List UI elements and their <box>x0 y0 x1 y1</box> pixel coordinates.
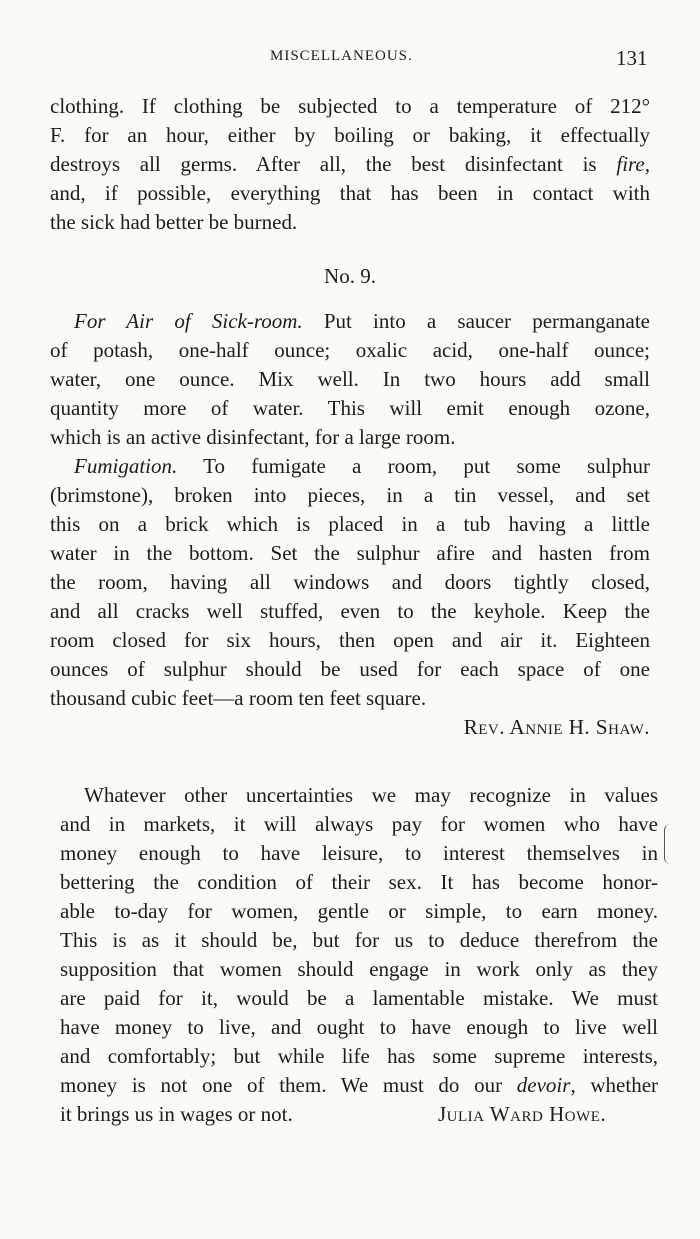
text-line: Whatever other uncertainties we may recognize in values <box>84 783 658 807</box>
text-line: the sick had better be burned. <box>50 210 298 234</box>
running-head: MISCELLANEOUS. <box>270 48 413 64</box>
text-line: and comfortably; but while life has some supreme interests, <box>60 1044 658 1068</box>
text-line <box>50 452 650 481</box>
text-line: this on a brick which is placed in a tub having a little <box>50 512 650 536</box>
text-line: clothing. If clothing be subjected to a temperature of 212° <box>50 94 650 118</box>
recipe-title: Fumigation. <box>74 454 178 478</box>
text-span: Put into a saucer permanganate <box>323 309 650 333</box>
text-span: money is not one of them. We must do our <box>60 1073 503 1097</box>
text-line: supposition that women should engage in work only as they <box>60 957 658 981</box>
text-line: (brimstone), broken into pieces, in a tin vessel, and set <box>50 483 650 507</box>
signature: Rev. Annie H. Shaw. <box>463 715 650 739</box>
italic-word: devoir <box>516 1073 571 1097</box>
text-span: destroys all germs. After all, the best disinfectant is <box>50 152 597 176</box>
text-span: To fumigate a room, put some sulphur <box>203 454 651 478</box>
page-edge-mark <box>664 824 677 864</box>
text-line: able to-day for women, gentle or simple, to earn money. <box>60 899 658 923</box>
text-line: have money to live, and ought to have enough to live well <box>60 1015 658 1039</box>
text-line: which is an active disinfectant, for a large room. <box>50 425 456 449</box>
text-line: room closed for six hours, then open and air it. Eighteen <box>50 628 650 652</box>
page-header <box>0 46 700 76</box>
signature: Julia Ward Howe. <box>438 1102 607 1126</box>
text-span: it brings us in wages or not. <box>60 1102 293 1126</box>
text-line: the room, having all windows and doors tightly closed, <box>50 570 650 594</box>
text-line: water in the bottom. Set the sulphur afire and hasten from <box>50 541 650 565</box>
page-number: 131 <box>616 46 648 70</box>
text-line <box>60 1100 658 1129</box>
quote-section <box>60 781 658 1129</box>
text-line: money enough to have leisure, to interest themselves in <box>60 841 658 865</box>
text-span: , whether <box>570 1073 659 1097</box>
text-line: quantity more of water. This will emit enough ozone, <box>50 396 650 420</box>
text-line: This is as it should be, but for us to deduce therefrom the <box>60 928 658 952</box>
italic-word: fire, <box>616 152 650 176</box>
text-line: of potash, one-half ounce; oxalic acid, one-half ounce; <box>50 338 650 362</box>
text-line <box>50 150 650 179</box>
text-line: and, if possible, everything that has been in contact with <box>50 181 650 205</box>
opening-paragraph <box>50 92 650 237</box>
text-line: F. for an hour, either by boiling or baking, it effectually <box>50 123 650 147</box>
text-line <box>50 307 650 336</box>
section-heading: No. 9. <box>324 264 376 288</box>
recipe-title: For Air of Sick-room. <box>74 309 303 333</box>
recipe-section <box>50 307 650 742</box>
text-line: and all cracks well stuffed, even to the keyhole. Keep the <box>50 599 650 623</box>
text-line: are paid for it, would be a lamentable mistake. We must <box>60 986 658 1010</box>
text-line: and in markets, it will always pay for women who have <box>60 812 658 836</box>
text-line: bettering the condition of their sex. It has become honor- <box>60 870 658 894</box>
text-line <box>60 1071 658 1100</box>
text-line: ounces of sulphur should be used for each space of one <box>50 657 650 681</box>
text-line: thousand cubic feet—a room ten feet square. <box>50 686 427 710</box>
text-line: water, one ounce. Mix well. In two hours add small <box>50 367 650 391</box>
